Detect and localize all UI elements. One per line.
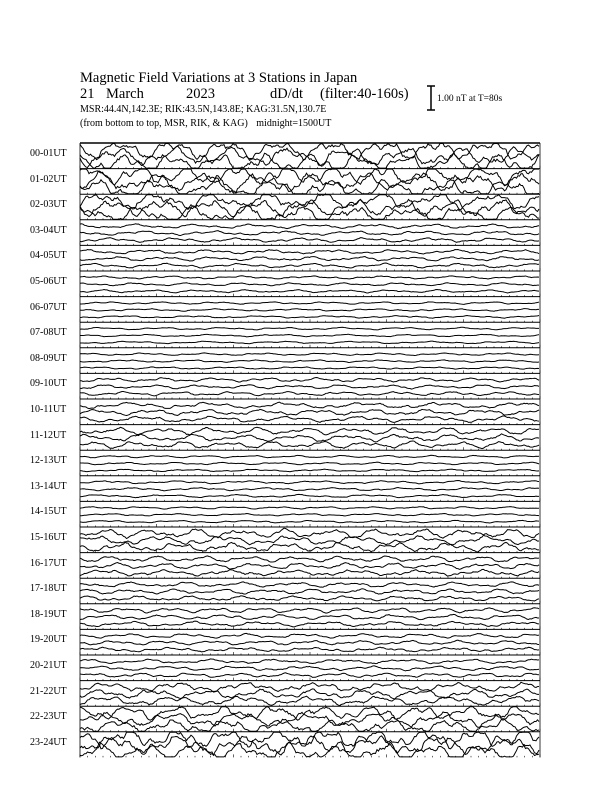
quantity-label: dD/dt	[270, 86, 304, 102]
station-trace	[80, 341, 539, 344]
station-trace	[80, 659, 539, 664]
scale-bar	[427, 86, 435, 110]
station-trace	[80, 596, 539, 601]
station-trace	[80, 513, 539, 515]
row-label: 18-19UT	[30, 608, 67, 620]
row-label: 03-04UT	[30, 224, 67, 236]
hour-panel	[80, 501, 540, 527]
station-trace	[80, 556, 539, 562]
row-label: 20-21UT	[30, 660, 67, 671]
row-label: 06-07UT	[30, 301, 67, 313]
station-trace	[80, 309, 539, 312]
row-label: 21-22UT	[30, 685, 67, 697]
row-label: 01-02UT	[30, 173, 67, 185]
station-trace	[80, 494, 539, 497]
row-label: 16-17UT	[30, 557, 67, 569]
station-trace	[80, 528, 539, 538]
hour-panel	[80, 143, 540, 169]
station-trace	[80, 367, 539, 369]
station-trace	[80, 736, 539, 756]
station-trace	[80, 589, 539, 594]
filter-label: (filter:40-160s)	[320, 86, 409, 102]
row-label: 23-24UT	[30, 736, 67, 748]
hour-panel	[80, 169, 540, 195]
station-trace	[80, 666, 539, 671]
station-trace	[80, 696, 539, 705]
hour-panel	[80, 297, 540, 323]
station-trace	[80, 719, 539, 731]
station-trace	[80, 146, 539, 168]
station-trace	[80, 542, 539, 552]
station-trace	[80, 633, 539, 638]
hour-panel	[80, 220, 540, 246]
hour-panel	[80, 348, 540, 374]
station-trace	[80, 441, 539, 449]
station-trace	[80, 409, 539, 415]
station-trace	[80, 169, 539, 186]
station-trace	[80, 707, 539, 720]
station-trace	[80, 427, 539, 435]
station-trace	[80, 289, 539, 292]
station-coordinates: MSR:44.4N,142.3E; RIK:43.5N,143.8E; KAG:31.5N,130.7E	[80, 104, 327, 115]
row-label: 15-16UT	[30, 532, 67, 543]
scale-label: 1.00 nT at T=80s	[437, 94, 503, 104]
midnight-note: midnight=1500UT	[256, 118, 332, 129]
row-label: 08-09UT	[30, 352, 67, 364]
station-trace	[80, 391, 539, 395]
station-trace	[80, 732, 539, 748]
hour-panel	[80, 706, 540, 732]
station-trace	[80, 238, 539, 243]
hour-panel	[80, 373, 540, 399]
date-year: 2023	[186, 86, 215, 102]
row-label: 17-18UT	[30, 583, 67, 595]
station-trace	[80, 608, 539, 613]
date-month: March	[106, 86, 144, 102]
station-trace	[80, 205, 539, 219]
station-trace	[80, 257, 539, 261]
station-trace	[80, 378, 539, 383]
station-trace	[80, 353, 539, 356]
station-trace	[80, 614, 539, 619]
station-trace	[80, 178, 539, 194]
hour-panel	[80, 322, 540, 348]
station-trace	[80, 360, 539, 363]
hour-panel	[80, 450, 540, 476]
row-label: 00-01UT	[30, 148, 67, 159]
station-trace	[80, 455, 539, 458]
station-trace	[80, 469, 539, 472]
row-label: 04-05UT	[30, 250, 67, 262]
hour-panel	[80, 527, 540, 553]
hour-panel	[80, 578, 540, 604]
station-trace	[80, 327, 539, 330]
hour-panel	[80, 629, 540, 655]
station-trace	[80, 283, 539, 286]
hour-panel	[80, 655, 540, 681]
station-trace	[80, 640, 539, 645]
hour-panel	[80, 604, 540, 630]
station-trace	[80, 385, 539, 389]
station-trace	[80, 224, 539, 229]
hour-panel	[80, 194, 540, 220]
hour-panel	[80, 245, 540, 271]
hour-panel	[80, 732, 540, 758]
row-label: 09-10UT	[30, 378, 67, 390]
station-trace	[80, 647, 539, 652]
station-trace	[80, 263, 539, 268]
row-label: 13-14UT	[30, 480, 67, 492]
station-trace	[80, 231, 539, 236]
hour-panel	[80, 553, 540, 579]
row-label: 07-08UT	[30, 327, 67, 339]
row-label: 19-20UT	[30, 634, 67, 646]
hour-panel	[80, 476, 540, 502]
row-label: 10-11UT	[30, 404, 67, 415]
hour-panel	[80, 681, 540, 707]
station-trace	[80, 434, 539, 442]
station-trace	[80, 462, 539, 465]
station-trace	[80, 582, 539, 587]
date-day: 21	[80, 86, 95, 102]
row-label: 12-13UT	[30, 455, 67, 467]
station-trace	[80, 144, 539, 161]
station-trace	[80, 481, 539, 484]
hour-panel	[80, 399, 540, 425]
station-trace	[80, 569, 539, 576]
row-label: 14-15UT	[30, 506, 67, 518]
station-trace	[80, 402, 539, 408]
station-trace	[80, 535, 539, 545]
station-trace	[80, 673, 539, 678]
station-trace	[80, 199, 539, 217]
station-trace	[80, 487, 539, 490]
station-trace	[80, 276, 539, 279]
station-trace	[80, 621, 539, 627]
station-trace	[80, 302, 539, 304]
row-label: 11-12UT	[30, 429, 67, 441]
station-trace	[80, 520, 539, 523]
station-trace	[80, 507, 539, 510]
row-label: 05-06UT	[30, 276, 67, 287]
hour-panel	[80, 271, 540, 297]
station-trace	[80, 334, 539, 337]
hour-panel	[80, 425, 540, 451]
station-trace	[80, 153, 539, 168]
row-label: 22-23UT	[30, 711, 67, 723]
row-label: 02-03UT	[30, 199, 67, 211]
station-trace	[80, 316, 539, 319]
station-trace	[80, 416, 539, 423]
order-note: (from bottom to top, MSR, RIK, & KAG)	[80, 118, 248, 129]
chart-title: Magnetic Field Variations at 3 Stations in Japan	[80, 70, 358, 86]
station-trace	[80, 562, 539, 569]
station-trace	[80, 250, 539, 255]
